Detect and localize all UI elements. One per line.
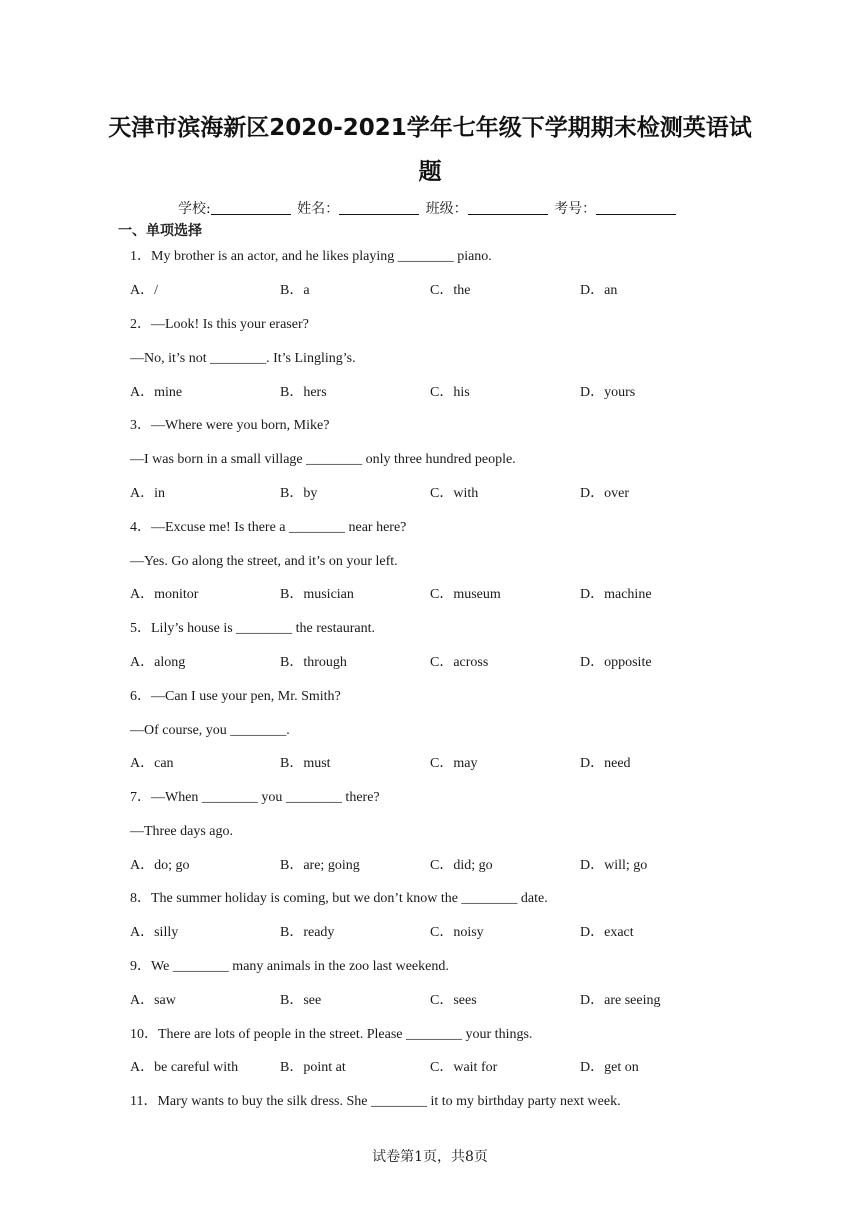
page-footer: 试卷第1页，共8页 <box>372 1149 488 1165</box>
question-8-stem: 8．The summer holiday is coming, but we don’t know the ________ date. <box>130 891 548 906</box>
option-a: A．silly <box>130 925 179 940</box>
question-6-stem: 6．—Can I use your pen, Mr. Smith? <box>130 689 341 704</box>
question-5-stem: 5．Lily’s house is ________ the restaurant. <box>130 621 375 636</box>
option-c: C．museum <box>430 587 501 602</box>
student-info-row <box>178 198 678 218</box>
option-b: B．are; going <box>280 858 360 873</box>
option-a: A．in <box>130 486 165 501</box>
question-4-reply: —Yes. Go along the street, and it’s on your left. <box>130 554 398 569</box>
option-d: D．exact <box>580 925 634 940</box>
question-2-reply: —No, it’s not ________. It’s Lingling’s. <box>130 351 356 366</box>
question-6-reply: —Of course, you ________. <box>130 723 290 738</box>
option-c: C．with <box>430 486 479 501</box>
option-a: A．be careful with <box>130 1060 239 1075</box>
option-d: D．over <box>580 486 629 501</box>
option-b: B．ready <box>280 925 335 940</box>
name-blank <box>339 200 419 215</box>
option-a: A．can <box>130 756 174 771</box>
question-11-stem: 11．Mary wants to buy the silk dress. She ________ it to my birthday party next week. <box>130 1094 621 1109</box>
question-10-stem: 10．There are lots of people in the street. Please ________ your things. <box>130 1027 533 1042</box>
option-d: D．get on <box>580 1060 639 1075</box>
number-blank <box>596 200 676 215</box>
option-a: A．saw <box>130 993 176 1008</box>
option-b: B．musician <box>280 587 354 602</box>
option-c: C．across <box>430 655 489 670</box>
option-c: C．noisy <box>430 925 484 940</box>
school-blank <box>211 200 291 215</box>
option-b: B．a <box>280 283 310 298</box>
option-b: B．point at <box>280 1060 346 1075</box>
question-7-reply: —Three days ago. <box>130 824 234 839</box>
question-9-stem: 9．We ________ many animals in the zoo last weekend. <box>130 959 449 974</box>
option-d: D．yours <box>580 385 636 400</box>
option-d: D．an <box>580 283 618 298</box>
question-1-stem: 1．My brother is an actor, and he likes playing ________ piano. <box>130 249 492 264</box>
question-2-stem: 2．—Look! Is this your eraser? <box>130 317 309 332</box>
option-a: A．monitor <box>130 587 199 602</box>
option-a: A．mine <box>130 385 183 400</box>
option-a: A．/ <box>130 283 158 298</box>
section-heading: 一、单项选择 <box>118 223 202 239</box>
option-b: B．must <box>280 756 331 771</box>
number-label: 考号： <box>554 201 597 217</box>
class-blank <box>468 200 548 215</box>
option-a: A．along <box>130 655 186 670</box>
option-c: C．his <box>430 385 470 400</box>
class-label: 班级： <box>425 201 468 217</box>
option-c: C．the <box>430 283 471 298</box>
option-d: D．machine <box>580 587 652 602</box>
option-d: D．need <box>580 756 631 771</box>
option-d: D．will; go <box>580 858 648 873</box>
question-3-reply: —I was born in a small village ________ only three hundred people. <box>130 452 516 467</box>
option-b: B．hers <box>280 385 327 400</box>
option-b: B．through <box>280 655 347 670</box>
exam-title-line1: 天津市滨海新区2020-2021学年七年级下学期期末检测英语试 <box>108 115 752 141</box>
option-c: C．did; go <box>430 858 493 873</box>
question-4-stem: 4．—Excuse me! Is there a ________ near here? <box>130 520 407 535</box>
school-label: 学校: <box>178 201 211 217</box>
exam-title-line2: 题 <box>418 159 442 185</box>
option-b: B．by <box>280 486 318 501</box>
option-a: A．do; go <box>130 858 190 873</box>
question-7-stem: 7．—When ________ you ________ there? <box>130 790 380 805</box>
option-d: D．are seeing <box>580 993 661 1008</box>
option-b: B．see <box>280 993 322 1008</box>
option-c: C．wait for <box>430 1060 498 1075</box>
option-c: C．may <box>430 756 478 771</box>
option-d: D．opposite <box>580 655 652 670</box>
option-c: C．sees <box>430 993 477 1008</box>
name-label: 姓名： <box>297 201 340 217</box>
question-3-stem: 3．—Where were you born, Mike? <box>130 418 330 433</box>
